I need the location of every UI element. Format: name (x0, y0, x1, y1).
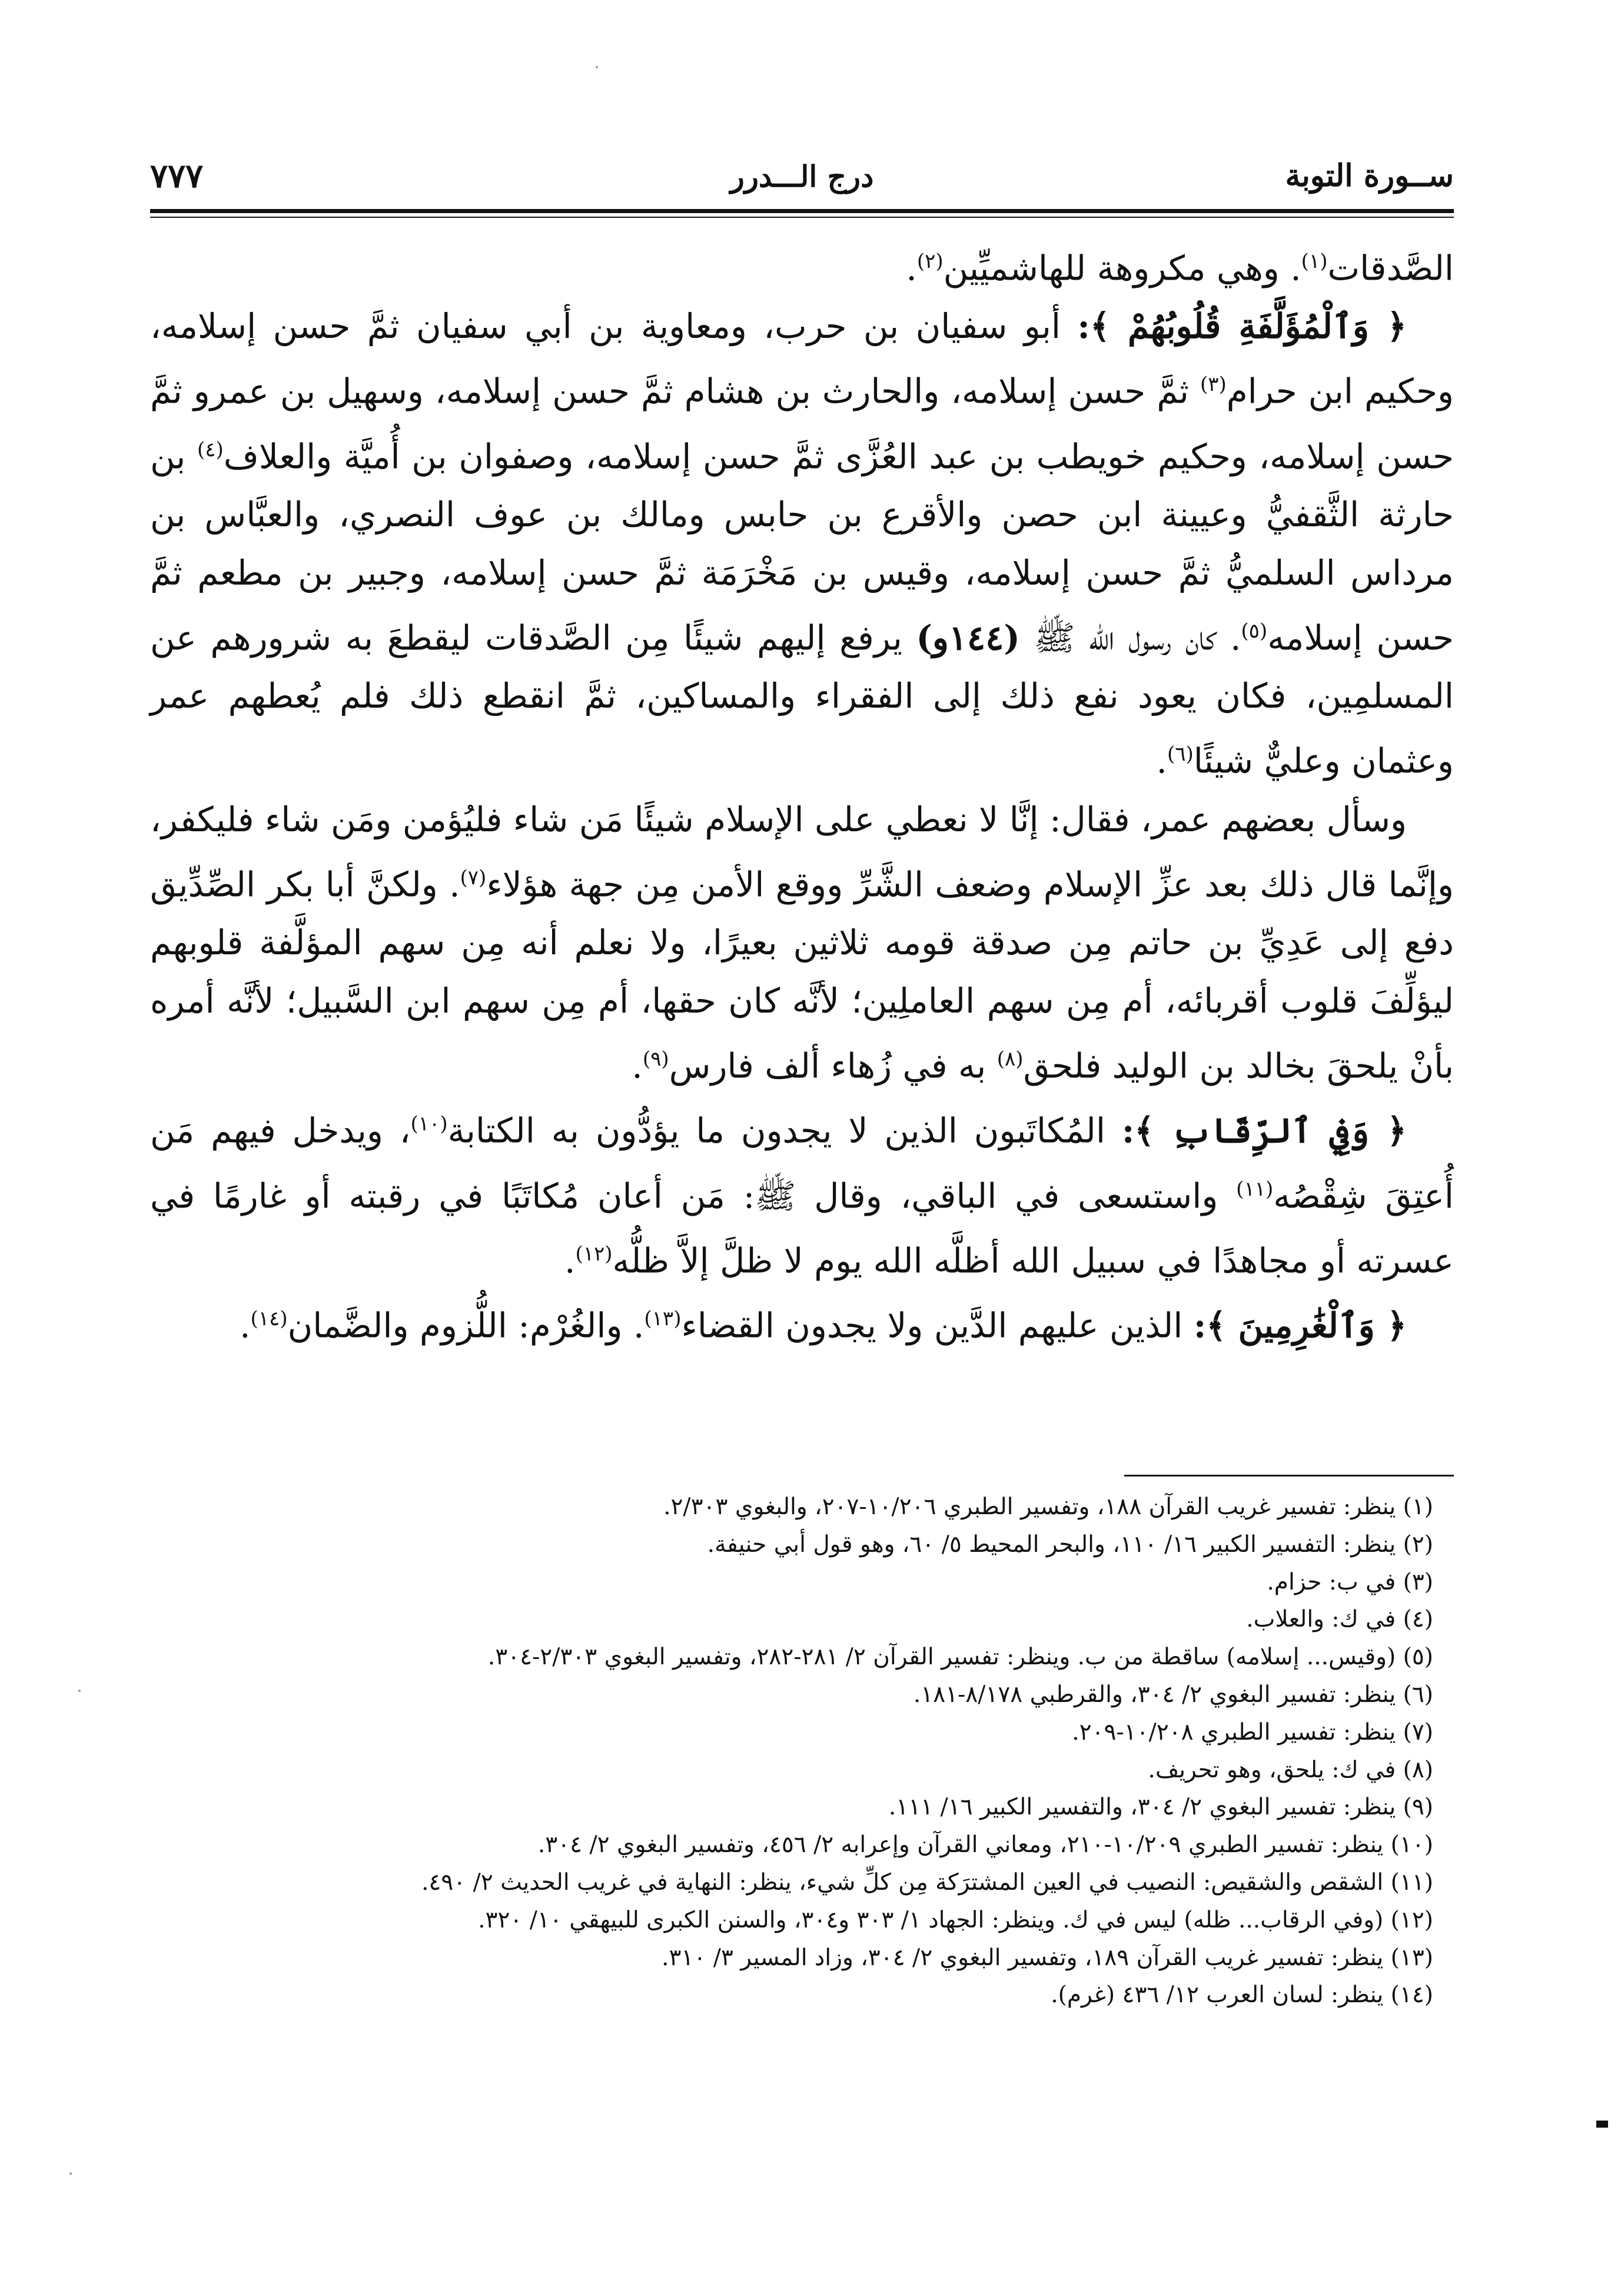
text-run: . (240, 1305, 251, 1346)
text-run: بن حارثة الثَّقفيُّ وعيينة ابن حصن والأقرع بن حابس ومالك بن عوف النصري، والعبَّاس بن مرداس السلميُّ ثمَّ حسن إسلامه، وقيس بن مَخْرَمَة ثمَّ حسن إسلامه، وجبير بن مطعم ثمَّ حسن إسلامه (150, 436, 1454, 658)
footnote: (١٠) ينظر: تفسير الطبري ١٠/٢٠٩-٢١٠، ومعاني القرآن وإعرابه ٢/ ٤٥٦، وتفسير البغوي ٢/ ٣٠٤. (537, 1832, 1433, 1859)
text-run: به في زُهاء ألف فارس (669, 1046, 997, 1086)
quran-term: ﴿ وَٱلْغَٰرِمِينَ ﴾: (1193, 1305, 1407, 1346)
footnotes (150, 1488, 1433, 2014)
footnote-ref: (٨) (996, 1047, 1024, 1071)
footnote: (١٣) ينظر: تفسير غريب القرآن ١٨٩، وتفسير البغوي ٢/ ٣٠٤، وزاد المسير ٣/ ٣١٠. (662, 1944, 1433, 1971)
footnote-ref: (١١) (1236, 1177, 1274, 1201)
footnote-ref: (٤) (197, 437, 224, 462)
text-run: . (632, 1046, 643, 1086)
footnote: (٤) في ك: والعلاب. (1246, 1606, 1433, 1633)
footnote-ref: (٣) (1200, 373, 1227, 397)
footnote: (٢) ينظر: التفسير الكبير ١٦/ ١١٠، والبحر المحيط ٥/ ٦٠، وهو قول أبي حنيفة. (707, 1531, 1433, 1558)
main-text (150, 233, 1454, 1355)
quran-term: ﴿ وَفِي ٱلرِّقَابِ ﴾: (1121, 1110, 1407, 1151)
footnote-ref: (١) (1301, 250, 1328, 273)
footnote: (١١) الشقص والشقيص: النصيب في العين المشترَكة مِن كلِّ شيء، ينظر: النهاية في غريب الحديث ٢/ ٤٩٠. (421, 1869, 1433, 1896)
footnote-ref: (١٣) (644, 1307, 682, 1331)
footnote: (٨) في ك: يلحق، وهو تحريف. (1148, 1756, 1433, 1783)
text-run: الصَّدقات (1327, 248, 1454, 288)
text-run: واستسعى في الباقي، وقال ﷺ: مَن أعان مُكاتَبًا في رقبته أو غارمًا في عسرته أو مجاهدًا في سبيل الله أظلَّه الله يوم لا ظلَّ إلاَّ ظلُّه (150, 1175, 1454, 1281)
paragraph (150, 297, 1454, 790)
scan-speck (596, 66, 598, 68)
footnote: (٣) في ب: حزام. (1267, 1568, 1433, 1595)
text-run: يرفع إليهم شيئًا مِن الصَّدقات ليقطعَ به شرورهم عن المسلمِين، فكان يعود نفع ذلك إلى الفقراء والمساكين، ثمَّ انقطع ذلك فلم يُعطهم عمر وعثمان وعليٌّ شيئًا (150, 618, 1454, 781)
footnote: (٩) ينظر: تفسير البغوي ٢/ ٣٠٤، والتفسير الكبير ١٦/ ١١١. (888, 1794, 1433, 1821)
text-run: المُكاتَبون الذين لا يجدون ما يؤدُّون به الكتابة (447, 1110, 1122, 1151)
quran-term: (١٤٤و) (916, 618, 1020, 658)
page-number: ٧٧٧ (150, 157, 204, 195)
book-title: درج الـــدرر (730, 159, 874, 194)
footnote-ref: (٢) (916, 250, 944, 273)
paragraph (150, 233, 1454, 297)
paragraph (150, 1290, 1454, 1355)
paragraph (150, 1095, 1454, 1290)
footnote-ref: (٧) (460, 865, 487, 890)
header-rule-thin (150, 217, 1454, 218)
footnote: (٥) (وقيس... إسلامه) ساقطة من ب. وينظر: تفسير القرآن ٢/ ٢٨١-٢٨٢، وتفسير البغوي ٢/٣٠٣-٣٠٤. (487, 1644, 1433, 1671)
footnote-ref: (٦) (1167, 742, 1194, 767)
footnote-ref: (١٠) (410, 1112, 448, 1136)
footnote: (٧) ينظر: تفسير الطبري ١٠/٢٠٨-٢٠٩. (1072, 1718, 1433, 1746)
footnote: (١) ينظر: تفسير غريب القرآن ١٨٨، وتفسير الطبري ١٠/٢٠٦-٢٠٧، والبغوي ٢/٣٠٣. (663, 1494, 1433, 1520)
text-run: . (1156, 741, 1167, 781)
text-run: ، ويدخل فيهم مَن أُعتِقَ شِقْصُه (150, 1110, 1454, 1216)
scan-speck (69, 2172, 72, 2175)
footnote-separator (1124, 1475, 1454, 1477)
text-run: . (906, 248, 917, 288)
footnote: (١٢) (وفي الرقاب... ظله) ليس في ك. وينظر: الجهاد ١/ ٣٠٣ و٣٠٤، والسنن الكبرى للبيهقي ١٠/ ٣٢٠. (478, 1906, 1433, 1933)
quran-term: ﴿ وَٱلْمُؤَلَّفَةِ قُلُوبُهُمْ ﴾: (1077, 306, 1407, 347)
scan-speck (78, 1690, 81, 1692)
footnote-ref: (٥) (1241, 619, 1268, 643)
text-run: وسأل بعضهم عمر، فقال: إنَّا لا نعطي على الإسلام شيئًا مَن شاء فليُؤمن ومَن شاء فليكفر، وإنَّما قال ذلك بعد عزِّ الإسلام وضعف الشَّرِّ ووقع الأمن مِن جهة هؤلاء (150, 799, 1454, 904)
text-run: . وهي مكروهة للهاشميِّين (943, 248, 1301, 288)
footnote: (١٤) ينظر: لسان العرب ١٢/ ٤٣٦ (غرم). (1051, 1982, 1433, 2009)
text-run: . (564, 1240, 576, 1281)
text-run: أبو سفيان بن حرب، ومعاوية بن أبي سفيان ثمَّ حسن إسلامه، وحكيم ابن حرام (150, 306, 1454, 412)
header-rule-thick (150, 209, 1454, 213)
edge-mark (1596, 2121, 1608, 2128)
text-run: . كان رسول الله ﷺ (1019, 618, 1241, 658)
footnote: (٦) ينظر: تفسير البغوي ٢/ ٣٠٤، والقرطبي ٨/١٧٨-١٨١. (913, 1681, 1433, 1708)
text-run: . ولكنَّ أبا بكر الصِّدِّيق دفع إلى عَدِيِّ بن حاتم مِن صدقة قومه ثلاثين بعيرًا، ولا نعلم أنه مِن سهم المؤلَّفة قلوبهم ليؤلِّفَ قلوب أقربائه، أم مِن سهم العاملِين؛ لأنَّه كان حقها، أم مِن سهم ابن السَّبيل؛ لأنَّه أمره بأنْ يلحقَ بخالد بن الوليد فلحق (150, 864, 1454, 1086)
text-run: ثمَّ حسن إسلامه، والحارث بن هشام ثمَّ حسن إسلامه، وسهيل بن عمرو ثمَّ حسن إسلامه، وحكيم خويطب بن عبد العُزَّى ثمَّ حسن إسلامه، وصفوان بن أُميَّة والعلاف (150, 371, 1454, 476)
text-run: الذين عليهم الدَّين ولا يجدون القضاء (681, 1305, 1194, 1346)
footnote-ref: (١٤) (250, 1307, 288, 1331)
footnote-ref: (٩) (642, 1047, 669, 1071)
footnote-ref: (١٢) (575, 1242, 613, 1266)
text-run: . والغُرْم: اللُّزوم والضَّمان (287, 1305, 645, 1346)
running-header (150, 152, 1454, 205)
surah-title: ســورة التوبة (1285, 158, 1454, 194)
paragraph (150, 791, 1454, 1096)
